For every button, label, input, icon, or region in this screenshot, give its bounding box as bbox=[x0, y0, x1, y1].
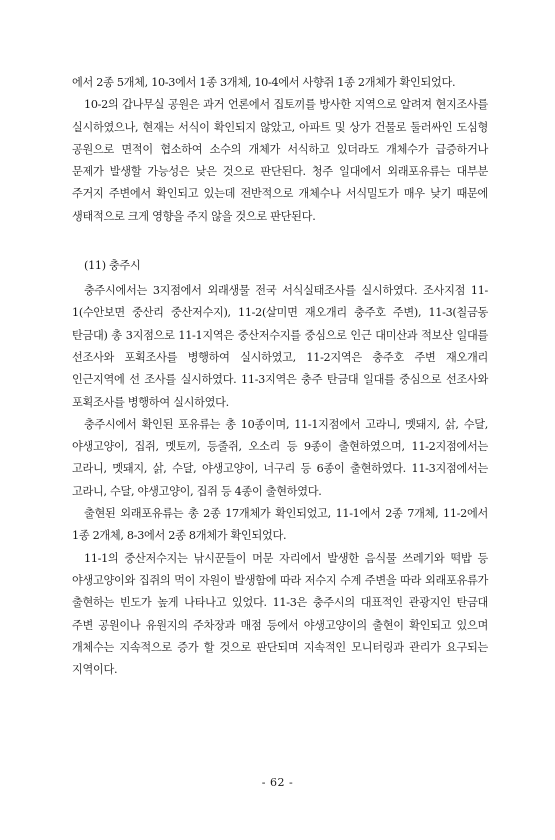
paragraph-survey-sites: 충주시에서는 3지점에서 외래생물 전국 서식실태조사를 실시하였다. 조사지점 11-1(수안보면 중산리 중산저수지), 11-2(살미면 재오개리 충주호 주변), 11-3(칠금동 탄금대) 총 3지점으로 11-1지역은 중산저수지를 중심으로 인근 대미산과 적보산 일대를 선조사와 포획조사를 병행하여 실시하였고, 11-2지역은 충주호 주변 재오개리 인근지역에 선 조사를 실시하였다. 11-3지역은 충주 탄금대 일대를 중심으로 선조사와 포획조사를 병행하여 실시하였다. bbox=[72, 284, 488, 409]
paragraph-cheongju-park: 10-2의 갑나무실 공원은 과거 언론에서 집토끼를 방사한 지역으로 알려져 현지조사를 실시하였으나, 현재는 서식이 확인되지 않았고, 아파트 및 상가 건물로 둘러싸인 도심형 공원으로 면적이 협소하여 소수의 개체가 서식하고 있더라도 개체수가 급증하거나 문제가 발생할 가능성은 낮은 것으로 판단된다. 청주 일대에서 외래포유류는 대부분 주거지 주변에서 확인되고 있는데 전반적으로 개체수나 서식밀도가 매우 낮기 때문에 생태적으로 크게 영향을 주지 않을 것으로 판단된다. bbox=[72, 98, 488, 223]
paragraph-continued: 에서 2종 5개체, 10-3에서 1종 3개체, 10-4에서 사향쥐 1종 2개체가 확인되었다. bbox=[72, 76, 456, 89]
section-heading-chungju: (11) 충주시 bbox=[84, 259, 141, 273]
paragraph-alien-mammals: 출현된 외래포유류는 총 2종 17개체가 확인되었고, 11-1에서 2종 7개체, 11-2에서 1종 2개체, 8-3에서 2종 8개체가 확인되었다. bbox=[72, 507, 488, 543]
document-page bbox=[72, 72, 488, 681]
paragraph-mammal-species: 충주시에서 확인된 포유류는 총 10종이며, 11-1지점에서 고라니, 멧돼지, 삵, 수달, 야생고양이, 집쥐, 멧토끼, 등줄쥐, 오소리 등 9종이 출현하였으며, 11-2지점에서는 고라니, 멧돼지, 삵, 수달, 야생고양이, 너구리 등 6종이 출현하였다. 11-3지점에서는 고라니, 수달, 야생고양이, 집쥐 등 4종이 출현하였다. bbox=[72, 417, 488, 498]
spacer bbox=[72, 228, 488, 255]
page-number: - 62 - bbox=[261, 776, 294, 789]
paragraph-reservoir-analysis: 11-1의 중산저수지는 낚시꾼들이 머문 자리에서 발생한 음식물 쓰레기와 떡밥 등 야생고양이와 집쥐의 먹이 자원이 발생함에 따라 저수지 수계 주변을 따라 외래포유류가 출현하는 빈도가 높게 나타나고 있었다. 11-3은 충주시의 대표적인 관광지인 탄금대 주변 공원이나 유원지의 주차장과 매점 등에서 야생고양이의 출현이 확인되고 있으며 개체수는 지속적으로 증가 할 것으로 판단되며 지속적인 모니터링과 관리가 요구되는 지역이다. bbox=[72, 551, 488, 677]
